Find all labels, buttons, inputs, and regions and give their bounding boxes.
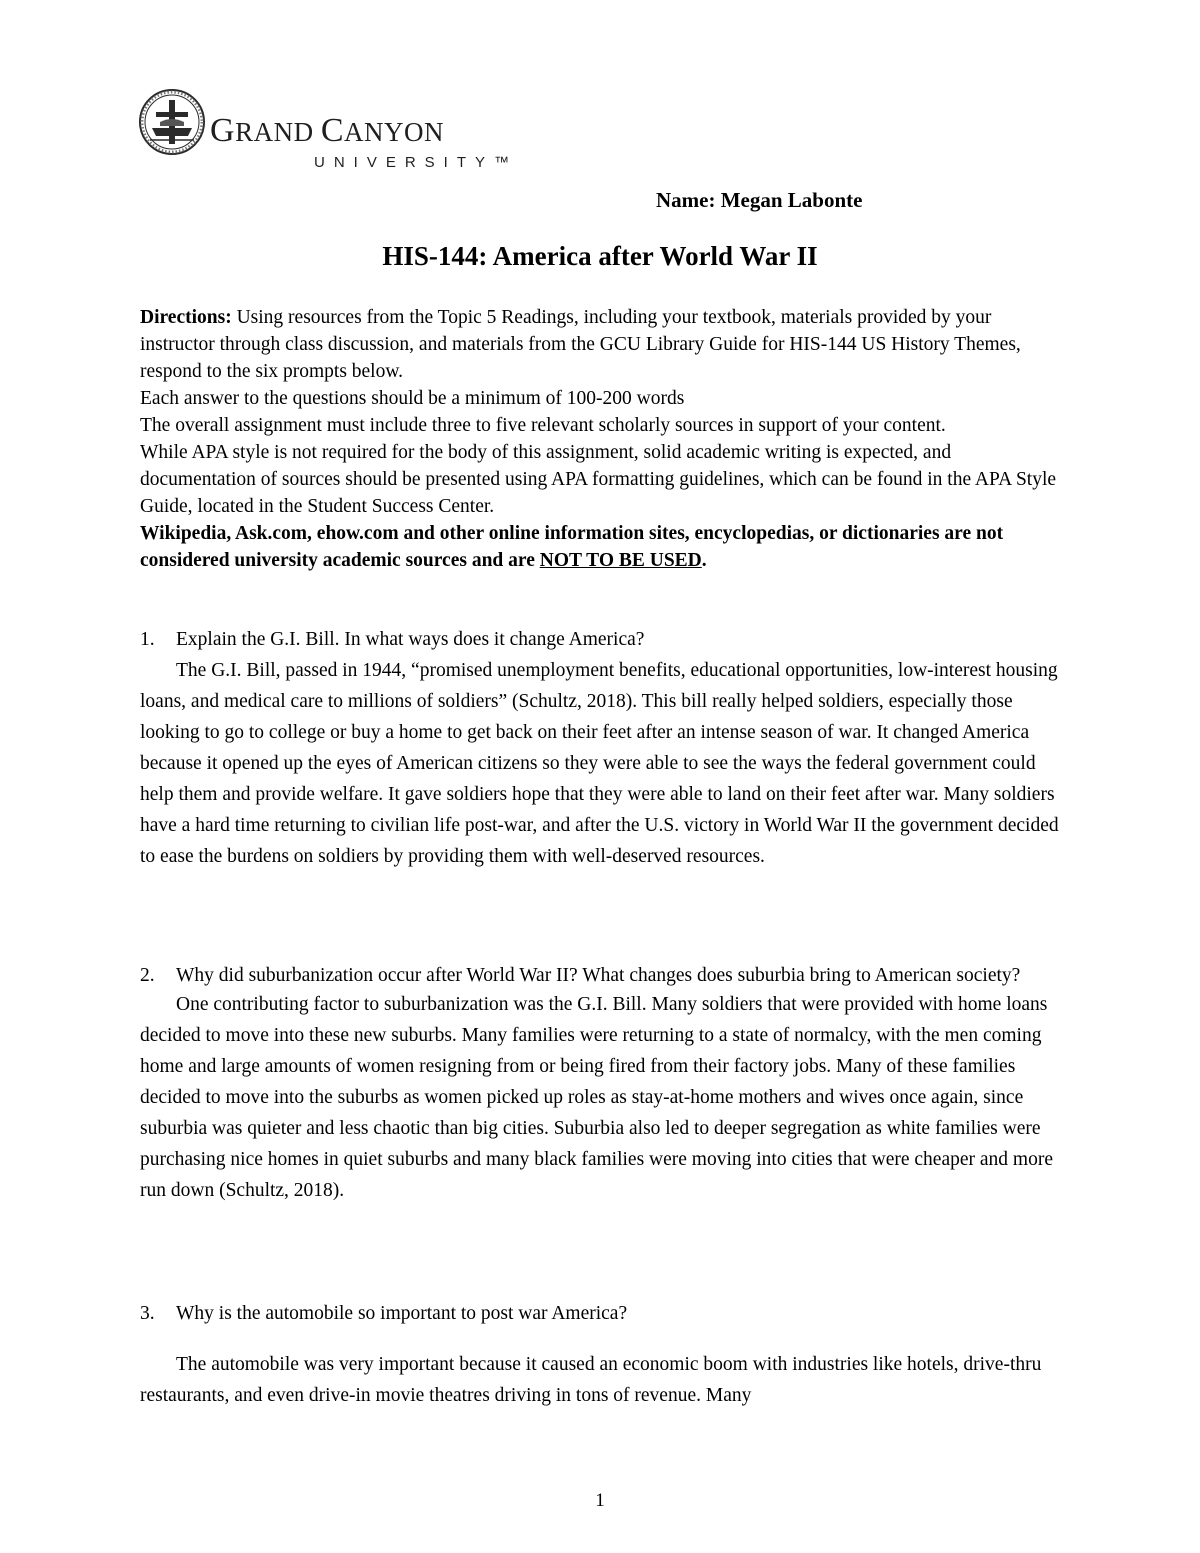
answer-paragraph: The automobile was very important because it caused an economic boom with industries like hotels, drive-thru restaurants, and even drive-in movie theatres driving in tons of revenue. Many bbox=[140, 1354, 1042, 1406]
directions-label: Directions: bbox=[140, 307, 232, 328]
sources-warning bbox=[140, 520, 1070, 574]
wordmark-text: ANYON bbox=[344, 117, 445, 147]
warning-emphasis: NOT TO BE USED bbox=[539, 550, 702, 571]
question-text: Why did suburbanization occur after World War II? What changes does suburbia bring to American society? bbox=[176, 965, 1021, 986]
directions-paragraph bbox=[140, 304, 1070, 385]
question-prompt bbox=[140, 962, 1070, 989]
question-text: Why is the automobile so important to post war America? bbox=[176, 1303, 628, 1324]
question-1 bbox=[140, 624, 1070, 872]
question-prompt bbox=[140, 624, 1070, 655]
directions-line: The overall assignment must include three to five relevant scholarly sources in support of your content. bbox=[140, 415, 946, 436]
question-number: 1. bbox=[140, 629, 155, 650]
university-subline: UNIVERSITY™ bbox=[314, 154, 519, 171]
university-seal-icon bbox=[138, 88, 206, 156]
directions-line: Each answer to the questions should be a minimum of 100-200 words bbox=[140, 388, 685, 409]
university-wordmark bbox=[210, 114, 444, 149]
question-text: Explain the G.I. Bill. In what ways does it change America? bbox=[176, 629, 645, 650]
directions-block bbox=[140, 304, 1070, 574]
wordmark-text: RAND bbox=[235, 117, 321, 147]
question-2 bbox=[140, 962, 1070, 1206]
question-prompt bbox=[140, 1298, 1070, 1329]
directions-line: While APA style is not required for the body of this assignment, solid academic writing is expected, and documentation of sources should be presented using APA formatting guidelines, which can be found in the APA Style Guide, located in the Student Success Center. bbox=[140, 442, 1057, 517]
question-3 bbox=[140, 1298, 1070, 1411]
student-name: Name: Megan Labonte bbox=[656, 188, 863, 212]
warning-end: . bbox=[701, 550, 707, 571]
answer-paragraph: The G.I. Bill, passed in 1944, “promised unemployment benefits, educational opportunities, low-interest housing loans, and medical care to millions of soldiers” (Schultz, 2018). This bill really helped soldiers, especially those looking to go to college or buy a home to get back on their feet after an intense season of war. It changed America because it opened up the eyes of American citizens so they were able to see the ways the federal government could help them and provide welfare. It gave soldiers hope that they were able to land on their feet after war. Many soldiers have a hard time returning to civilian life post-war, and after the U.S. victory in World War II the government decided to ease the burdens on soldiers by providing them with well-deserved resources. bbox=[140, 660, 1059, 867]
wordmark-letter: C bbox=[320, 112, 345, 149]
question-number: 3. bbox=[140, 1303, 155, 1324]
question-number: 2. bbox=[140, 965, 155, 986]
page-number: 1 bbox=[595, 1490, 605, 1511]
directions-text: Using resources from the Topic 5 Readings, including your textbook, materials provided by your instructor through class discussion, and materials from the GCU Library Guide for HIS-144 US History Themes, respond to the six prompts below. bbox=[140, 307, 1021, 382]
document-title: HIS-144: America after World War II bbox=[382, 241, 818, 271]
answer-paragraph: One contributing factor to suburbanization was the G.I. Bill. Many soldiers that were provided with home loans decided to move into these new suburbs. Many families were returning to a state of normalcy, with the men coming home and large amounts of women resigning from or being fired from their factory jobs. Many of these families decided to move into the suburbs as women picked up roles as stay-at-home mothers and wives once again, since suburbia was quieter and less chaotic than big cities. Suburbia also led to deeper segregation as white families were purchasing nice homes in quiet suburbs and many black families were moving into cities that were cheaper and more run down (Schultz, 2018). bbox=[140, 994, 1053, 1201]
warning-text: Wikipedia, Ask.com, ehow.com and other online information sites, encyclopedias, or dictionaries are not considered university academic sources and are bbox=[140, 523, 1004, 571]
wordmark-letter: G bbox=[210, 112, 236, 149]
university-logo bbox=[138, 88, 519, 171]
